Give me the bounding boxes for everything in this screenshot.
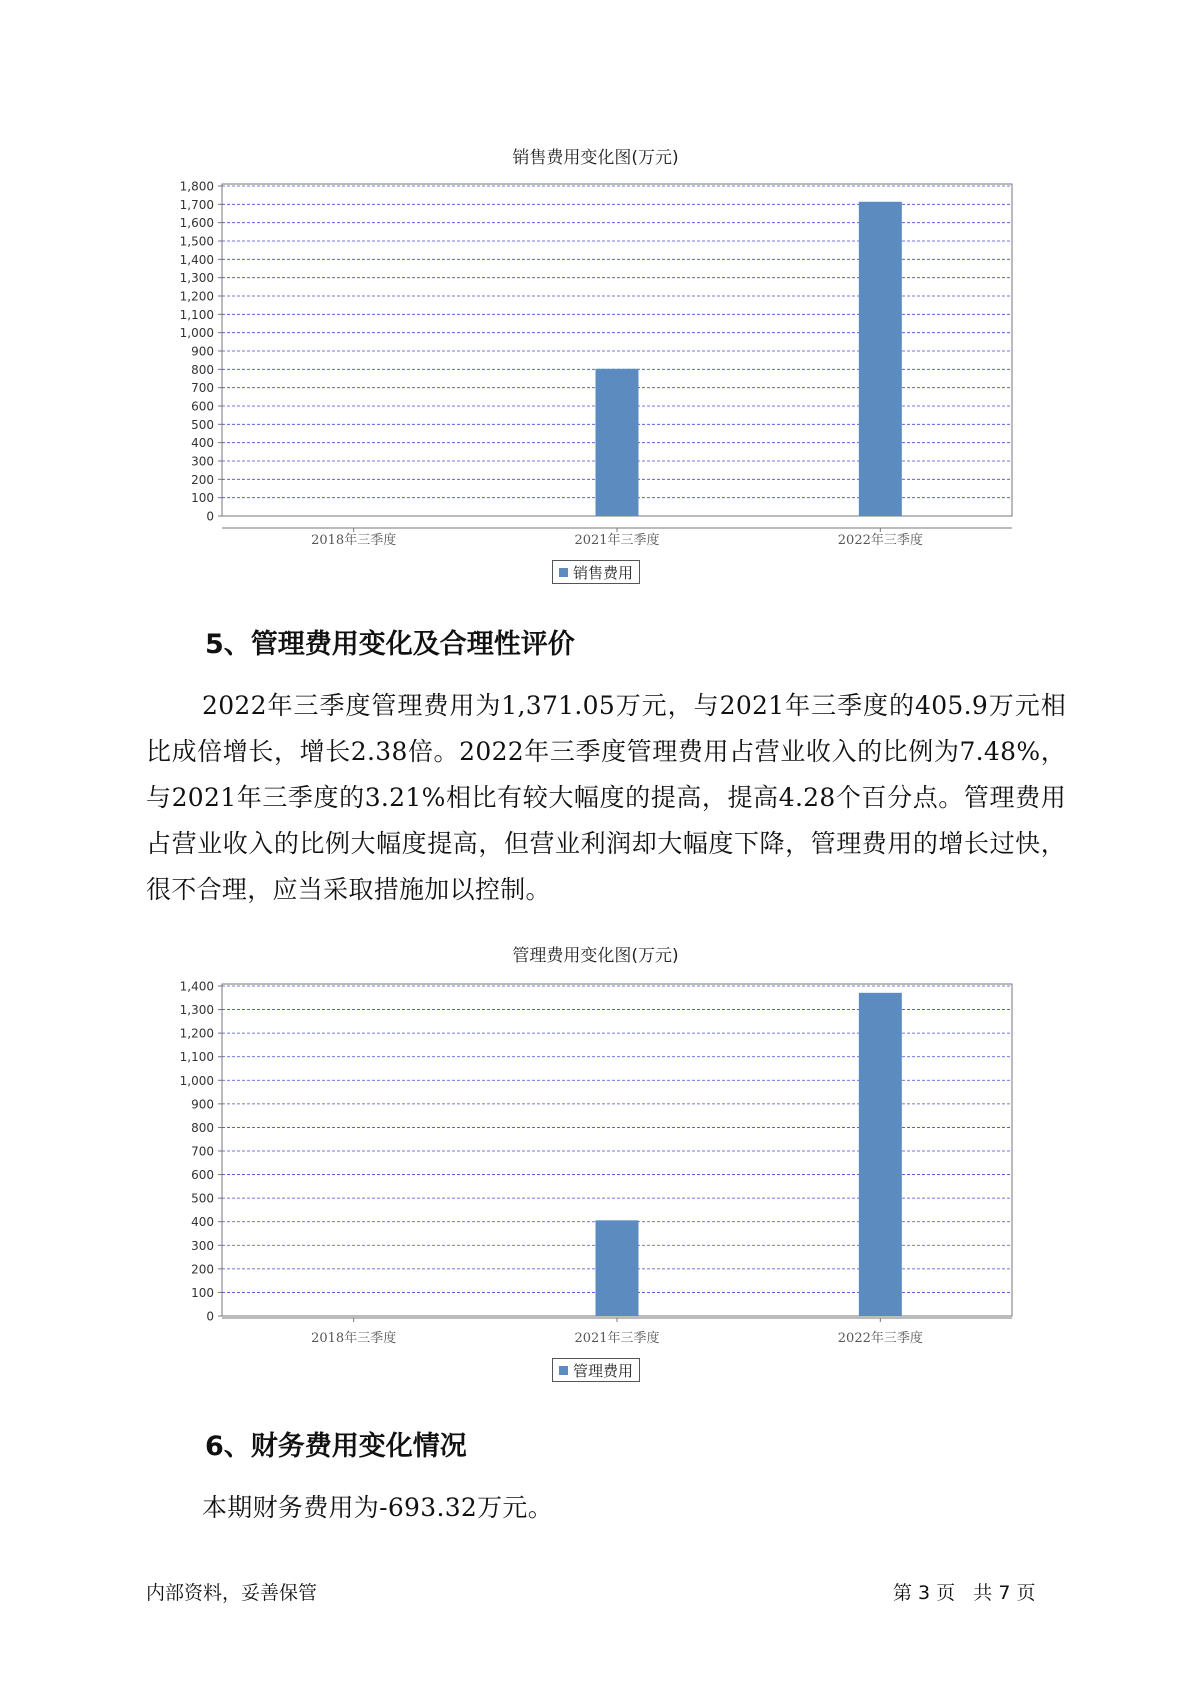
y-tick-label: 100 bbox=[191, 1285, 214, 1300]
y-tick-label: 1,000 bbox=[179, 326, 214, 341]
chart-title: 销售费用变化图(万元) bbox=[512, 148, 679, 168]
footer-page-number: 第 3 页 共 7 页 bbox=[893, 1582, 1036, 1604]
y-tick-label: 1,300 bbox=[179, 1003, 214, 1018]
y-tick-label: 500 bbox=[191, 417, 214, 432]
y-tick-label: 1,000 bbox=[179, 1073, 214, 1088]
y-tick-label: 1,600 bbox=[179, 216, 214, 231]
y-tick-label: 100 bbox=[191, 491, 214, 506]
y-tick-label: 500 bbox=[191, 1191, 214, 1206]
legend-label: 管理费用 bbox=[573, 1362, 634, 1380]
y-tick-label: 200 bbox=[191, 1262, 214, 1277]
y-tick-label: 900 bbox=[191, 1097, 214, 1112]
y-tick-label: 1,500 bbox=[179, 234, 214, 249]
y-tick-label: 200 bbox=[191, 472, 214, 487]
y-tick-label: 800 bbox=[191, 1120, 214, 1135]
y-tick-label: 1,200 bbox=[179, 289, 214, 304]
y-tick-label: 400 bbox=[191, 436, 214, 451]
y-tick-label: 1,700 bbox=[179, 197, 214, 212]
y-tick-label: 1,300 bbox=[179, 271, 214, 286]
y-tick-label: 600 bbox=[191, 1168, 214, 1183]
chart-legend bbox=[552, 1358, 640, 1382]
bar bbox=[596, 1220, 639, 1316]
x-tick-label: 2022年三季度 bbox=[837, 533, 923, 548]
y-tick-label: 1,200 bbox=[179, 1026, 214, 1041]
section-6-paragraph: 本期财务费用为-693.32万元。 bbox=[202, 1493, 554, 1522]
x-tick-label: 2021年三季度 bbox=[574, 1331, 660, 1346]
y-tick-label: 1,800 bbox=[179, 179, 214, 194]
legend-label: 销售费用 bbox=[573, 564, 634, 582]
footer-left: 内部资料，妥善保管 bbox=[146, 1582, 318, 1604]
y-tick-label: 300 bbox=[191, 454, 214, 469]
y-tick-label: 700 bbox=[191, 381, 214, 396]
y-tick-label: 300 bbox=[191, 1238, 214, 1253]
legend-swatch bbox=[559, 1366, 568, 1375]
x-tick-label: 2022年三季度 bbox=[837, 1331, 923, 1346]
y-tick-label: 1,100 bbox=[179, 307, 214, 322]
chart-title: 管理费用变化图(万元) bbox=[512, 946, 679, 966]
x-tick-label: 2021年三季度 bbox=[574, 533, 660, 548]
y-tick-label: 900 bbox=[191, 344, 214, 359]
y-tick-label: 0 bbox=[206, 509, 214, 524]
y-tick-label: 1,100 bbox=[179, 1050, 214, 1065]
bar bbox=[859, 993, 902, 1316]
y-tick-label: 400 bbox=[191, 1215, 214, 1230]
section-6-heading: 6、财务费用变化情况 bbox=[205, 1431, 467, 1462]
y-tick-label: 1,400 bbox=[179, 979, 214, 994]
y-tick-label: 1,400 bbox=[179, 252, 214, 267]
x-tick-label: 2018年三季度 bbox=[311, 533, 397, 548]
x-tick-label: 2018年三季度 bbox=[311, 1331, 397, 1346]
section-5-paragraph: 2022年三季度管理费用为1,371.05万元，与2021年三季度的405.9万元相比成倍增长，增长2.38倍。2022年三季度管理费用占营业收入的比例为7.48%，与2021年三季度的3.21%相比有较大幅度的提高，提高4.28个百分点。管理费用占营业收入的比例大幅度提高，但营业利润却大幅度下降，管理费用的增长过快，很不合理，应当采取措施加以控制。 bbox=[146, 691, 1066, 904]
y-tick-label: 600 bbox=[191, 399, 214, 414]
section-5-heading: 5、管理费用变化及合理性评价 bbox=[205, 629, 575, 660]
y-tick-label: 0 bbox=[206, 1309, 214, 1324]
y-tick-label: 800 bbox=[191, 362, 214, 377]
y-tick-label: 700 bbox=[191, 1144, 214, 1159]
